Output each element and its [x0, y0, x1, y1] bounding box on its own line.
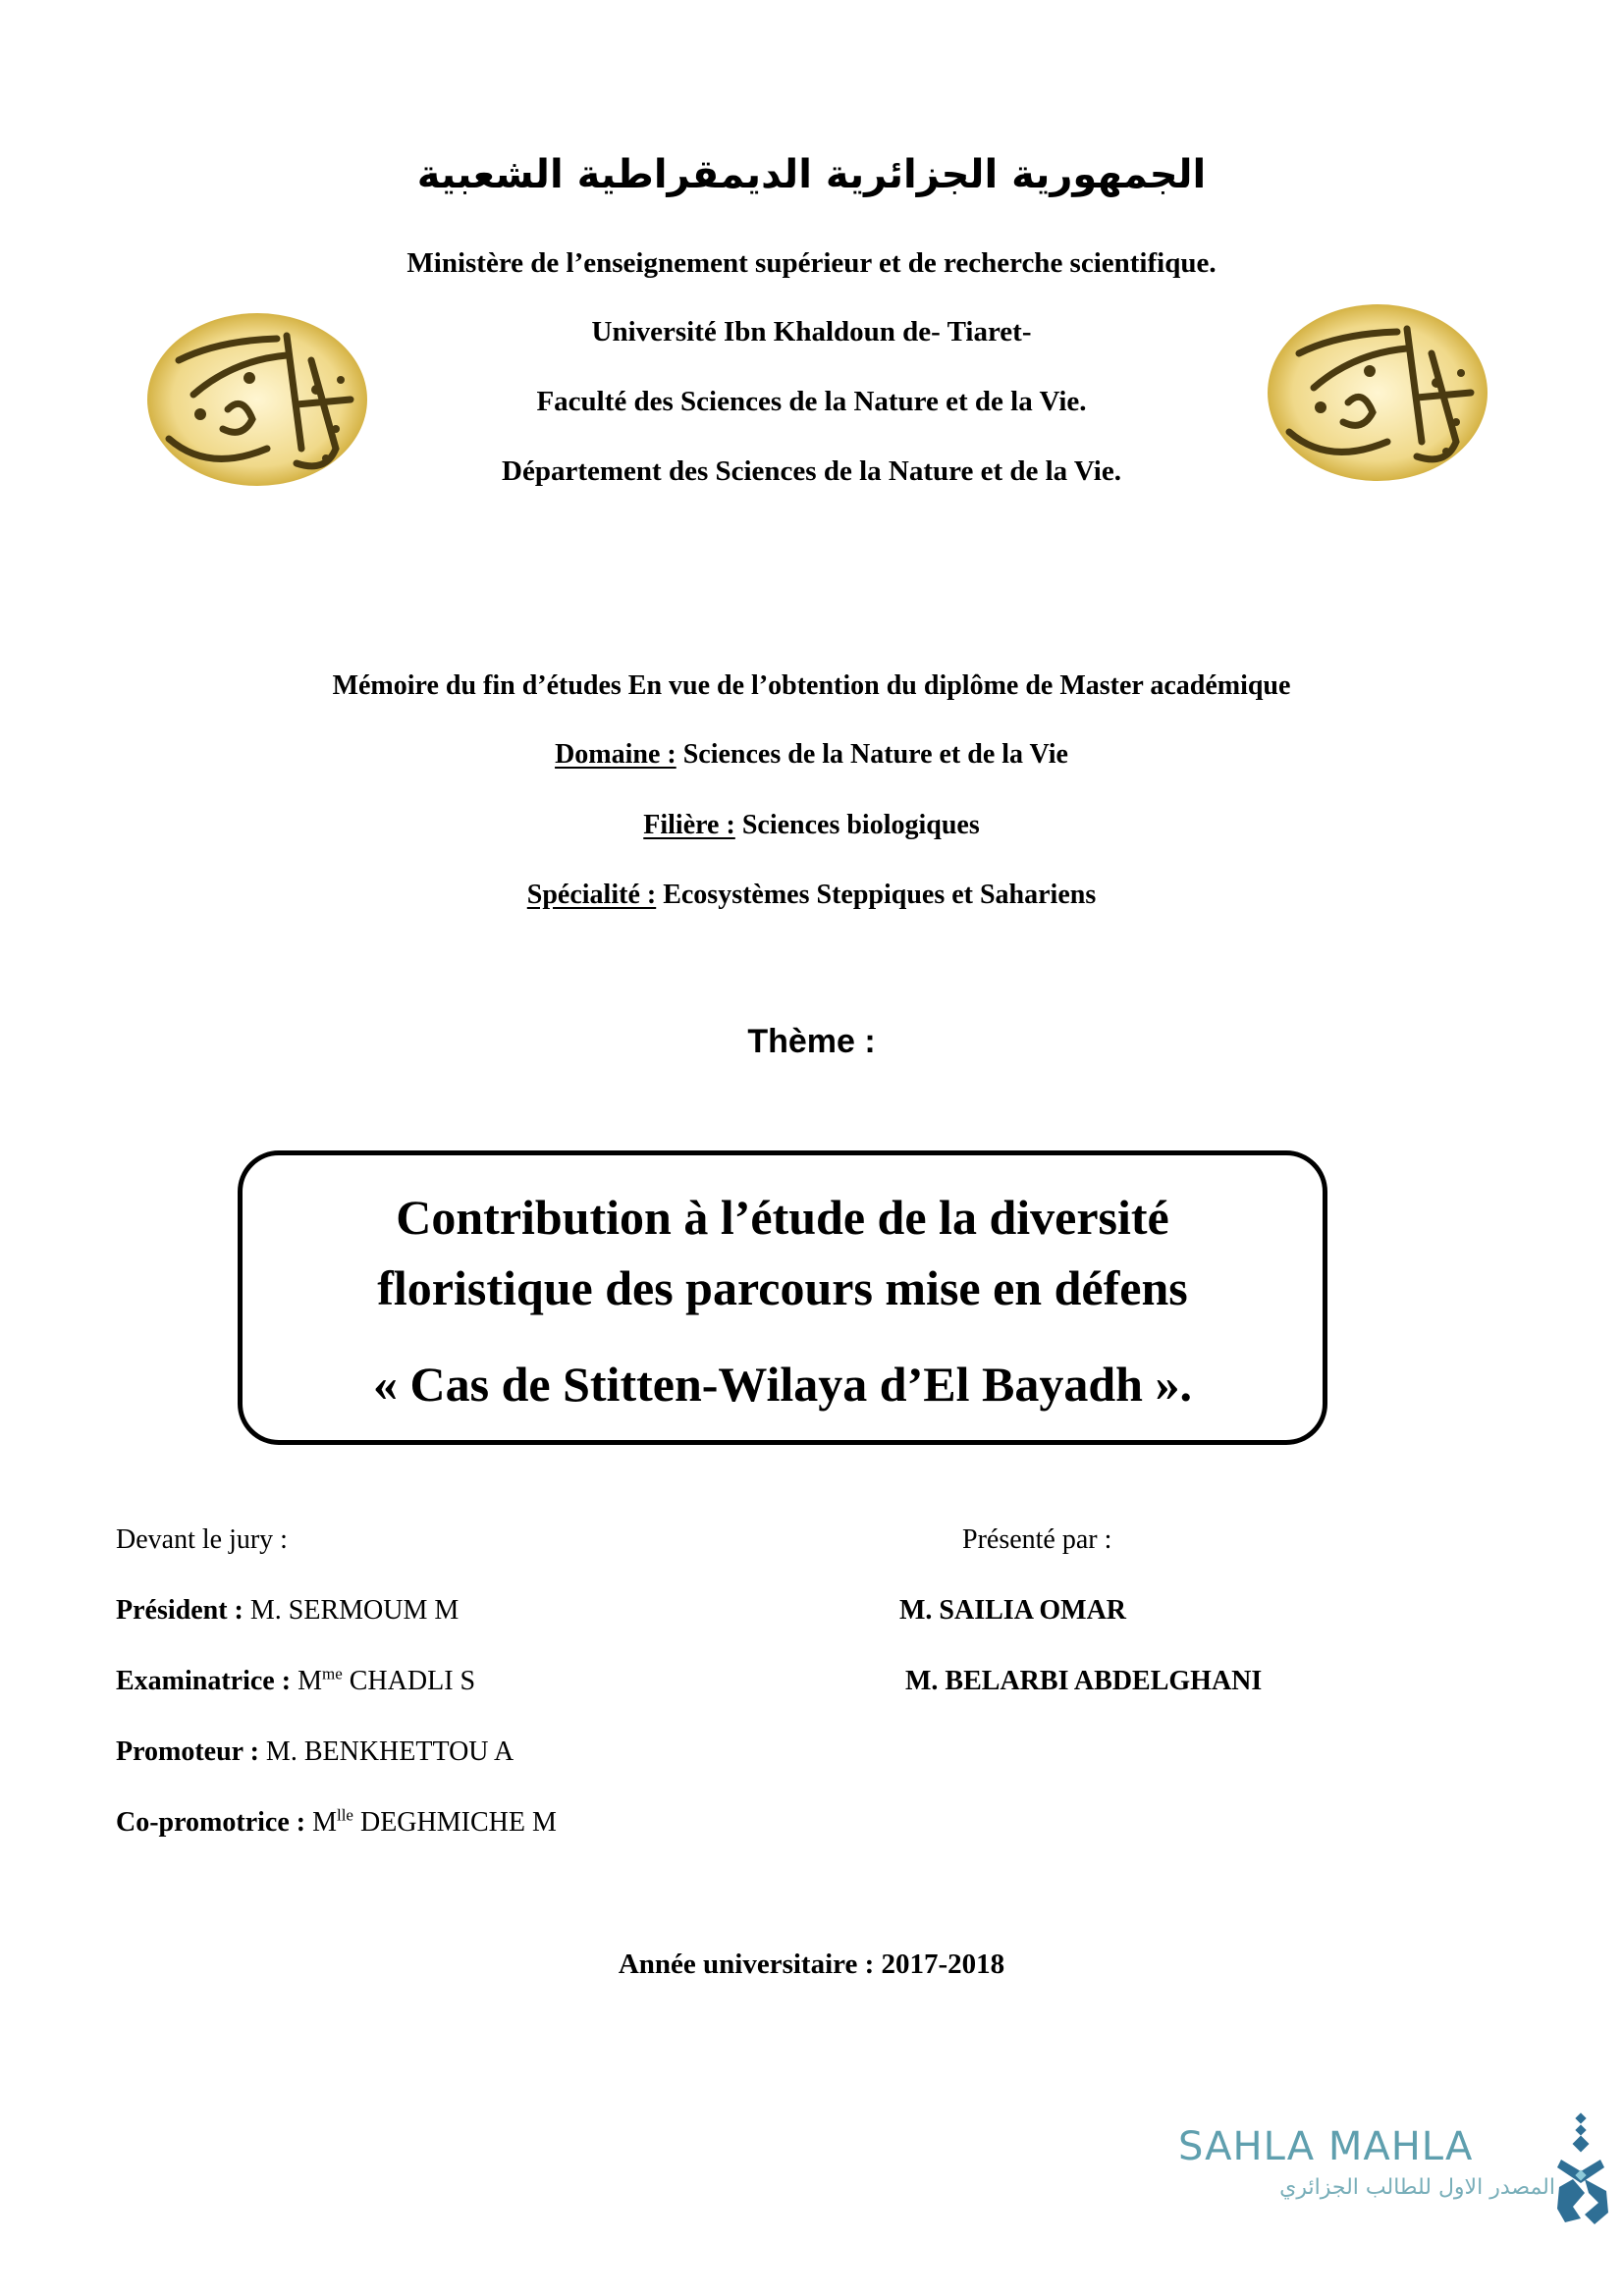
jury-member-examinatrice	[116, 1666, 475, 1697]
jury-member-promoteur	[116, 1736, 514, 1768]
jury-member-president	[116, 1595, 459, 1627]
field-value: Sciences de la Nature et de la Vie	[676, 739, 1068, 770]
jury-name: CHADLI S	[342, 1666, 476, 1696]
field-value: Ecosystèmes Steppiques et Sahariens	[656, 880, 1097, 910]
student-name: M. BELARBI ABDELGHANI	[905, 1666, 1263, 1696]
field-specialite	[0, 880, 1623, 911]
field-label: Spécialité :	[526, 880, 657, 910]
jury-role: Examinatrice :	[116, 1666, 292, 1696]
thesis-title-box	[238, 1150, 1327, 1445]
jury-title: M	[291, 1666, 322, 1696]
jury-title: M.	[258, 1736, 298, 1767]
memoire-description: Mémoire du fin d’études En vue de l’obtention du diplôme de Master académique	[332, 670, 1291, 701]
field-domaine	[0, 739, 1623, 771]
jury-title-sup: lle	[336, 1805, 353, 1825]
sahla-mahla-watermark	[1178, 2110, 1610, 2228]
thesis-title-line: « Cas de Stitten-Wilaya d’El Bayadh ».	[373, 1357, 1192, 1412]
field-label: Domaine :	[555, 739, 676, 770]
jury-role: Président :	[116, 1595, 243, 1626]
watermark-tagline: المصدر الاول للطالب الجزائري	[1279, 2175, 1555, 2200]
watermark-brand: SAHLA MAHLA	[1178, 2124, 1474, 2169]
field-label: Filière :	[643, 810, 735, 840]
theme-label: Thème :	[747, 1023, 876, 1060]
jury-title: M.	[243, 1595, 282, 1626]
arabic-republic-title: الجمهورية الجزائرية الديمقراطية الشعبية	[416, 152, 1207, 197]
jury-role: Co-promotrice :	[116, 1807, 306, 1838]
presented-by-heading: Présenté par :	[962, 1524, 1112, 1555]
jury-title: M	[305, 1807, 337, 1838]
jury-role: Promoteur :	[116, 1736, 259, 1767]
jury-name: DEGHMICHE M	[352, 1807, 557, 1838]
jury-member-copromotrice	[116, 1807, 557, 1839]
field-value: Sciences biologiques	[734, 810, 980, 840]
academic-year: Année universitaire : 2017-2018	[618, 1949, 1005, 1980]
faculty-name: Faculté des Sciences de la Nature et de la Vie.	[536, 386, 1087, 417]
field-filiere	[0, 810, 1623, 841]
university-name: Université Ibn Khaldoun de- Tiaret-	[591, 316, 1032, 347]
thesis-title-line: Contribution à l’étude de la diversité	[396, 1190, 1169, 1245]
jury-name: BENKHETTOU A	[297, 1736, 514, 1767]
student-name: M. SAILIA OMAR	[899, 1595, 1127, 1626]
jury-heading: Devant le jury :	[116, 1524, 288, 1555]
jury-name: SERMOUM M	[281, 1595, 460, 1626]
sahla-mahla-logo-icon	[1555, 2110, 1610, 2228]
jury-title-sup: me	[321, 1664, 343, 1683]
department-name: Département des Sciences de la Nature et de la Vie.	[502, 455, 1121, 487]
ministry-name: Ministère de l’enseignement supérieur et de recherche scientifique.	[406, 247, 1217, 279]
thesis-title-line: floristique des parcours mise en défens	[377, 1260, 1188, 1315]
